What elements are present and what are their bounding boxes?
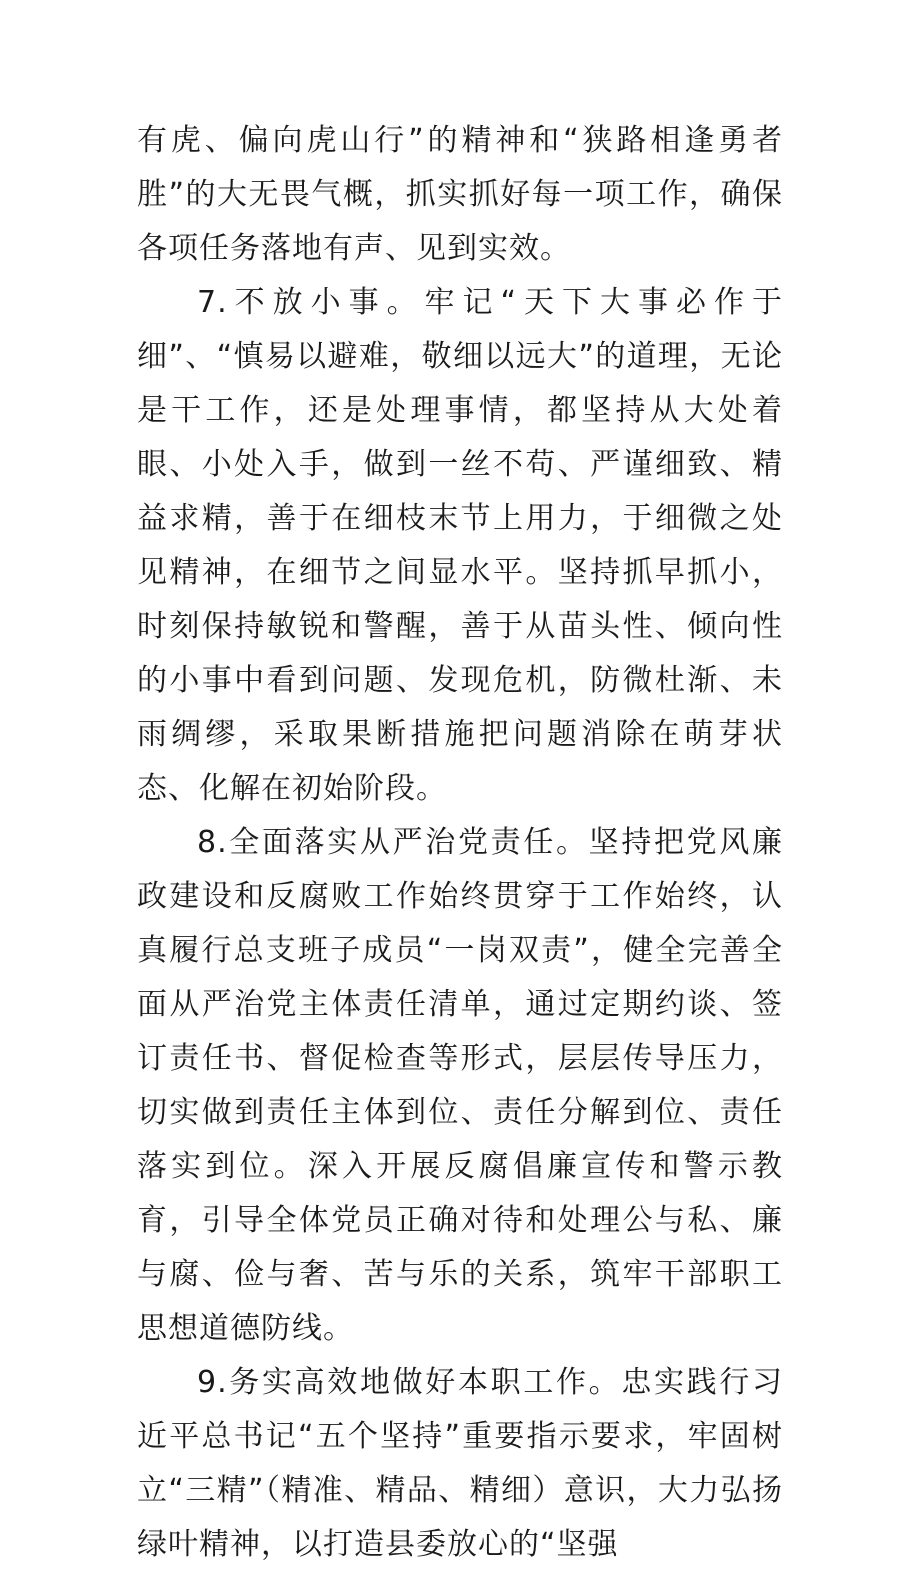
paragraph-continuation: 有虎、偏向虎山行”的精神和“狭路相逢勇者胜”的大无畏气概，抓实抓好每一项工作，确保各项任务落地有声、见到实效。 [137, 123, 783, 266]
document-body [137, 114, 783, 1572]
paragraph-item-7: 7.不放小事。牢记“天下大事必作于细”、“慎易以避难，敬细以远大”的道理，无论是干工作，还是处理事情，都坚持从大处着眼、小处入手，做到一丝不苟、严谨细致、精益求精，善于在细枝末节上用力，于细微之处见精神，在细节之间显水平。坚持抓早抓小，时刻保持敏锐和警醒，善于从苗头性、倾向性的小事中看到问题、发现危机，防微杜渐、未雨绸缪，采取果断措施把问题消除在萌芽状态、化解在初始阶段。 [137, 285, 783, 806]
paragraph-item-8: 8.全面落实从严治党责任。坚持把党风廉政建设和反腐败工作始终贯穿于工作始终，认真履行总支班子成员“一岗双责”，健全完善全面从严治党主体责任清单，通过定期约谈、签订责任书、督促检查等形式，层层传导压力，切实做到责任主体到位、责任分解到位、责任落实到位。深入开展反腐倡廉宣传和警示教育，引导全体党员正确对待和处理公与私、廉与腐、俭与奢、苦与乐的关系，筑牢干部职工思想道德防线。 [137, 825, 783, 1346]
paragraph-item-9: 9.务实高效地做好本职工作。忠实践行习近平总书记“五个坚持”重要指示要求，牢固树立“三精”（精准、精品、精细）意识，大力弘扬绿叶精神，以打造县委放心的“坚强 [137, 1365, 783, 1562]
